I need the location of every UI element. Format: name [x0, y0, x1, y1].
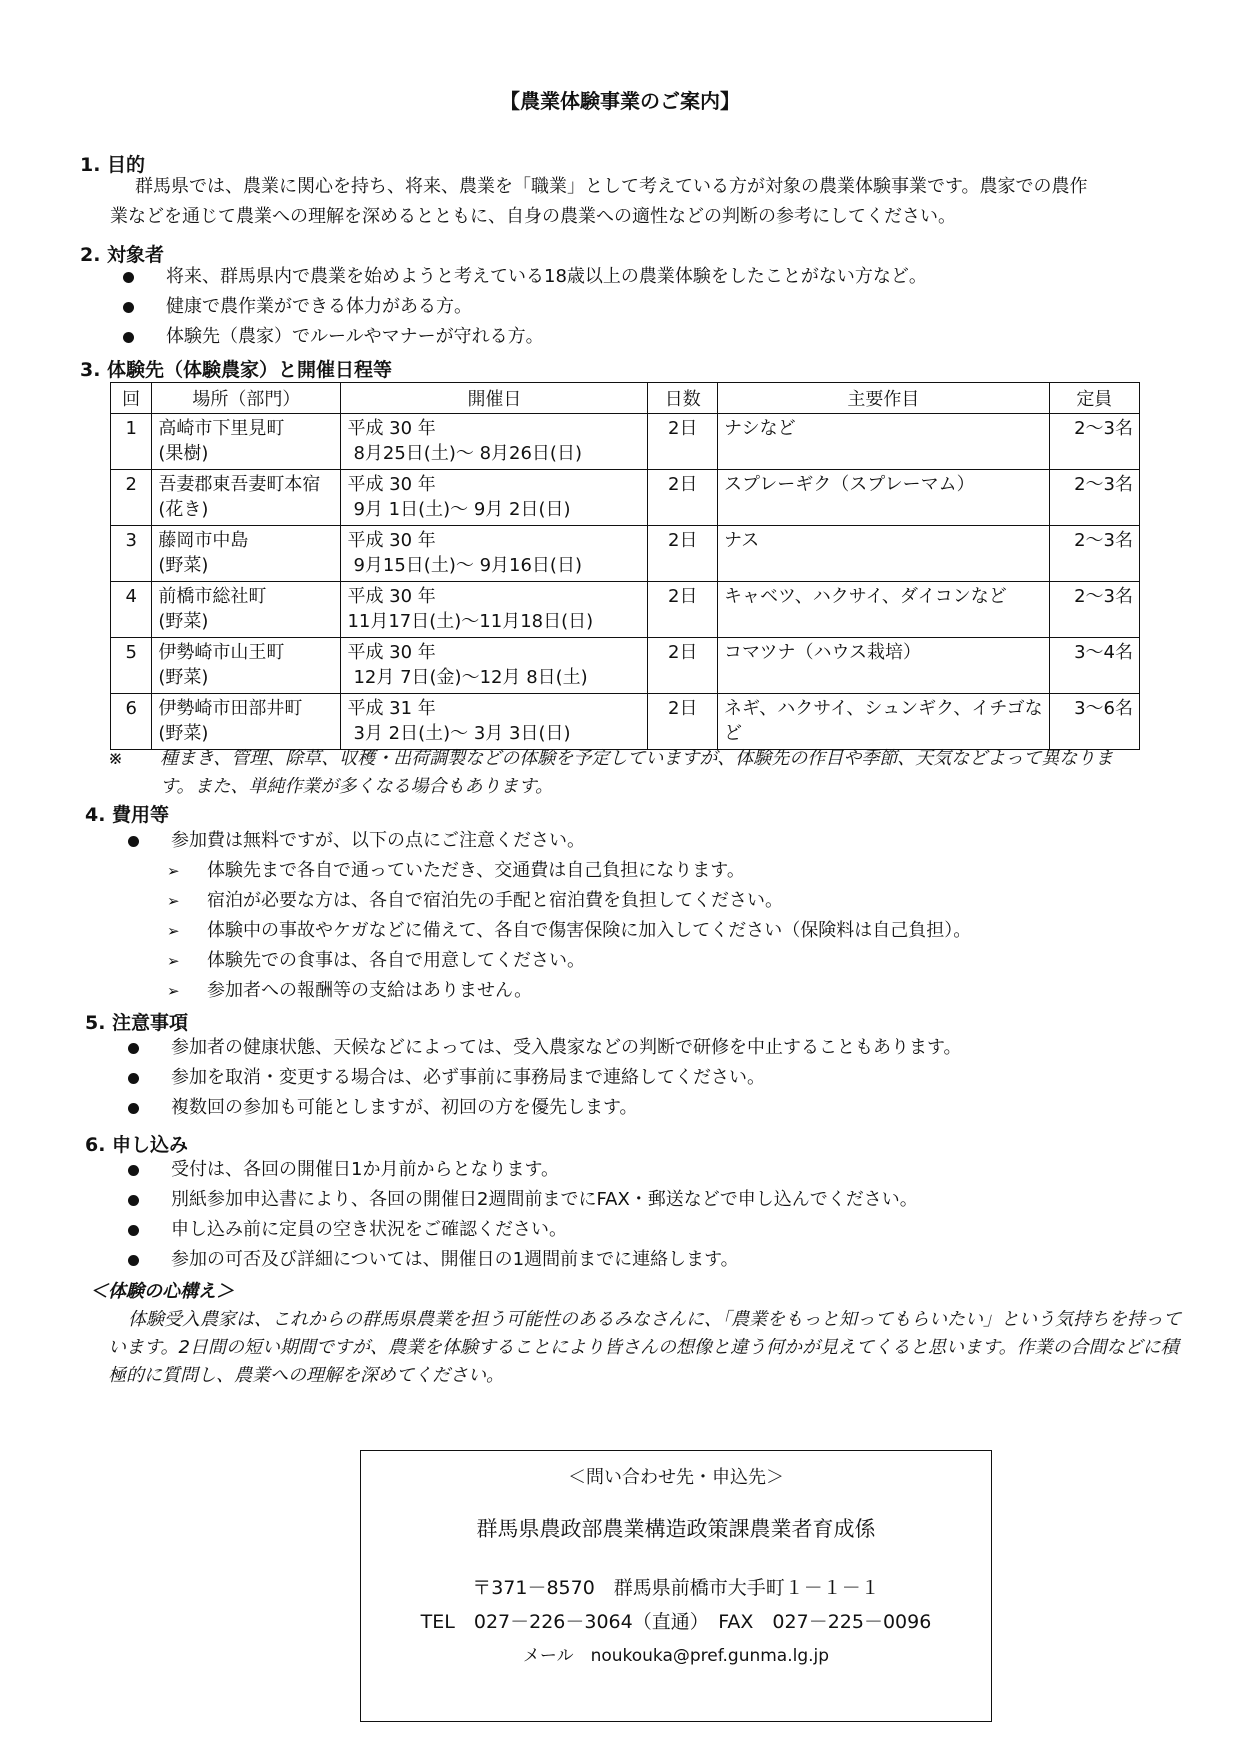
- capacity-cell: 3～6名: [1049, 694, 1139, 750]
- table-header-row: [111, 383, 1140, 414]
- bullet-icon: [128, 836, 139, 847]
- bullet-icon: [123, 332, 134, 343]
- list-item: 参加の可否及び詳細については、開催日の1週間前までに連絡します。: [128, 1245, 1128, 1275]
- arrow-bullet-icon: ➢: [167, 982, 180, 1000]
- list-item: 複数回の参加も可能としますが、初回の方を優先します。: [128, 1093, 1128, 1123]
- days-cell: 2日: [648, 638, 718, 694]
- list-item: 将来、群馬県内で農業を始めようと考えている18歳以上の農業体験をしたことがない方など。: [123, 262, 1123, 292]
- date-cell: 平成 30 年 12月 7日(金)～12月 8日(土): [341, 638, 648, 694]
- mindset-heading: ＜体験の心構え＞: [90, 1281, 234, 1302]
- session-number: 1: [111, 414, 152, 470]
- days-cell: 2日: [648, 414, 718, 470]
- contact-phone-fax: TEL 027－226－3064（直通） FAX 027－225－0096: [420, 1611, 932, 1633]
- column-header: 場所（部門）: [152, 383, 341, 414]
- table-row: [111, 526, 1140, 582]
- days-cell: 2日: [648, 470, 718, 526]
- table-note-mark: ※: [108, 748, 124, 769]
- location-cell: 伊勢崎市山王町 (野菜): [152, 638, 341, 694]
- schedule-table: [110, 382, 1140, 750]
- session-number: 6: [111, 694, 152, 750]
- capacity-cell: 2～3名: [1049, 470, 1139, 526]
- section-2-list: [123, 262, 1123, 352]
- column-header: 日数: [648, 383, 718, 414]
- days-cell: 2日: [648, 526, 718, 582]
- contact-heading: ＜問い合わせ先・申込先＞: [568, 1467, 784, 1488]
- section-6-heading: 6. 申し込み: [85, 1134, 189, 1156]
- arrow-bullet-icon: ➢: [167, 952, 180, 970]
- column-header: 定員: [1049, 383, 1139, 414]
- list-item: 参加費は無料ですが、以下の点にご注意ください。: [128, 826, 1128, 856]
- list-item: ➢ 体験先まで各自で通っていただき、交通費は自己負担になります。: [167, 856, 1167, 886]
- note-line: 種まき、管理、除草、収穫・出荷調製などの体験を予定していますが、体験先の作目や季節、天気などよって異なりま: [160, 748, 1114, 769]
- session-number: 2: [111, 470, 152, 526]
- mindset-body: [108, 1306, 1181, 1390]
- list-item: 参加を取消・変更する場合は、必ず事前に事務局まで連絡してください。: [128, 1063, 1128, 1093]
- column-header: 回: [111, 383, 152, 414]
- list-item: 受付は、各回の開催日1か月前からとなります。: [128, 1155, 1128, 1185]
- page-title: 【農業体験事業のご案内】: [500, 89, 740, 113]
- arrow-bullet-icon: ➢: [167, 862, 180, 880]
- crop-cell: コマツナ（ハウス栽培）: [718, 638, 1050, 694]
- section-1-line: 業などを通じて農業への理解を深めるとともに、自身の農業への適性などの判断の参考にしてください。: [110, 206, 956, 227]
- location-cell: 藤岡市中島 (野菜): [152, 526, 341, 582]
- bullet-icon: [128, 1195, 139, 1206]
- list-item: 体験先（農家）でルールやマナーが守れる方。: [123, 322, 1123, 352]
- contact-organization: 群馬県農政部農業構造政策課農業者育成係: [476, 1517, 876, 1541]
- section-4-sublist: [167, 856, 1167, 1006]
- location-cell: 高崎市下里見町 (果樹): [152, 414, 341, 470]
- list-item: 健康で農作業ができる体力がある方。: [123, 292, 1123, 322]
- session-number: 3: [111, 526, 152, 582]
- location-cell: 伊勢崎市田部井町 (野菜): [152, 694, 341, 750]
- column-header: 開催日: [341, 383, 648, 414]
- bullet-icon: [128, 1255, 139, 1266]
- section-1-heading: 1. 目的: [80, 154, 146, 176]
- contact-address: 〒371－8570 群馬県前橋市大手町１－１－１: [472, 1577, 880, 1599]
- list-item: 別紙参加申込書により、各回の開催日2週間前までにFAX・郵送などで申し込んでください。: [128, 1185, 1128, 1215]
- list-item: ➢ 参加者への報酬等の支給はありません。: [167, 976, 1167, 1006]
- capacity-cell: 2～3名: [1049, 582, 1139, 638]
- arrow-bullet-icon: ➢: [167, 922, 180, 940]
- section-5-list: [128, 1033, 1128, 1123]
- bullet-icon: [123, 272, 134, 283]
- bullet-icon: [128, 1225, 139, 1236]
- contact-email[interactable]: メール noukouka@pref.gunma.lg.jp: [522, 1646, 830, 1666]
- mindset-line: 極的に質問し、農業への理解を深めてください。: [108, 1365, 504, 1386]
- session-number: 5: [111, 638, 152, 694]
- mindset-line: 体験受入農家は、これからの群馬県農業を担う可能性のあるみなさんに、「農業をもっと知ってもらいたい」という気持ちを持って: [128, 1309, 1181, 1330]
- list-item: ➢ 体験中の事故やケガなどに備えて、各自で傷害保険に加入してください（保険料は自己負担）。: [167, 916, 1167, 946]
- capacity-cell: 3～4名: [1049, 638, 1139, 694]
- table-row: [111, 582, 1140, 638]
- contact-box: [360, 1450, 992, 1722]
- bullet-icon: [128, 1043, 139, 1054]
- crop-cell: ナシなど: [718, 414, 1050, 470]
- list-item: ➢ 体験先での食事は、各自で用意してください。: [167, 946, 1167, 976]
- days-cell: 2日: [648, 582, 718, 638]
- bullet-icon: [128, 1103, 139, 1114]
- session-number: 4: [111, 582, 152, 638]
- list-item: 参加者の健康状態、天候などによっては、受入農家などの判断で研修を中止することもあります。: [128, 1033, 1128, 1063]
- crop-cell: ナス: [718, 526, 1050, 582]
- capacity-cell: 2～3名: [1049, 414, 1139, 470]
- bullet-icon: [123, 302, 134, 313]
- table-row: [111, 638, 1140, 694]
- section-4-heading: 4. 費用等: [85, 804, 170, 826]
- date-cell: 平成 30 年 9月15日(土)～ 9月16日(日): [341, 526, 648, 582]
- section-1-line: 群馬県では、農業に関心を持ち、将来、農業を「職業」として考えている方が対象の農業体験事業です。農家での農作: [135, 176, 1088, 197]
- section-5-heading: 5. 注意事項: [85, 1012, 189, 1034]
- location-cell: 前橋市総社町 (野菜): [152, 582, 341, 638]
- table-row: [111, 694, 1140, 750]
- list-item: 申し込み前に定員の空き状況をご確認ください。: [128, 1215, 1128, 1245]
- location-cell: 吾妻郡東吾妻町本宿 (花き): [152, 470, 341, 526]
- column-header: 主要作目: [718, 383, 1050, 414]
- list-item: ➢ 宿泊が必要な方は、各自で宿泊先の手配と宿泊費を負担してください。: [167, 886, 1167, 916]
- date-cell: 平成 30 年 8月25日(土)～ 8月26日(日): [341, 414, 648, 470]
- date-cell: 平成 30 年 9月 1日(土)～ 9月 2日(日): [341, 470, 648, 526]
- days-cell: 2日: [648, 694, 718, 750]
- crop-cell: スプレーギク（スプレーマム）: [718, 470, 1050, 526]
- crop-cell: ネギ、ハクサイ、シュンギク、イチゴな ど: [718, 694, 1050, 750]
- bullet-icon: [128, 1165, 139, 1176]
- section-4-list: [128, 826, 1128, 856]
- table-row: [111, 414, 1140, 470]
- capacity-cell: 2～3名: [1049, 526, 1139, 582]
- note-line: す。また、単純作業が多くなる場合もあります。: [160, 776, 554, 797]
- section-6-list: [128, 1155, 1128, 1275]
- section-2-heading: 2. 対象者: [80, 244, 165, 266]
- table-note: [160, 745, 1160, 801]
- table-row: [111, 470, 1140, 526]
- section-1-body: [110, 172, 1170, 232]
- date-cell: 平成 31 年 3月 2日(土)～ 3月 3日(日): [341, 694, 648, 750]
- bullet-icon: [128, 1073, 139, 1084]
- date-cell: 平成 30 年 11月17日(土)～11月18日(日): [341, 582, 648, 638]
- crop-cell: キャベツ、ハクサイ、ダイコンなど: [718, 582, 1050, 638]
- arrow-bullet-icon: ➢: [167, 892, 180, 910]
- section-3-heading: 3. 体験先（体験農家）と開催日程等: [80, 359, 393, 381]
- mindset-line: います。2日間の短い期間ですが、農業を体験することにより皆さんの想像と違う何かが見えてくると思います。作業の合間などに積: [108, 1337, 1179, 1358]
